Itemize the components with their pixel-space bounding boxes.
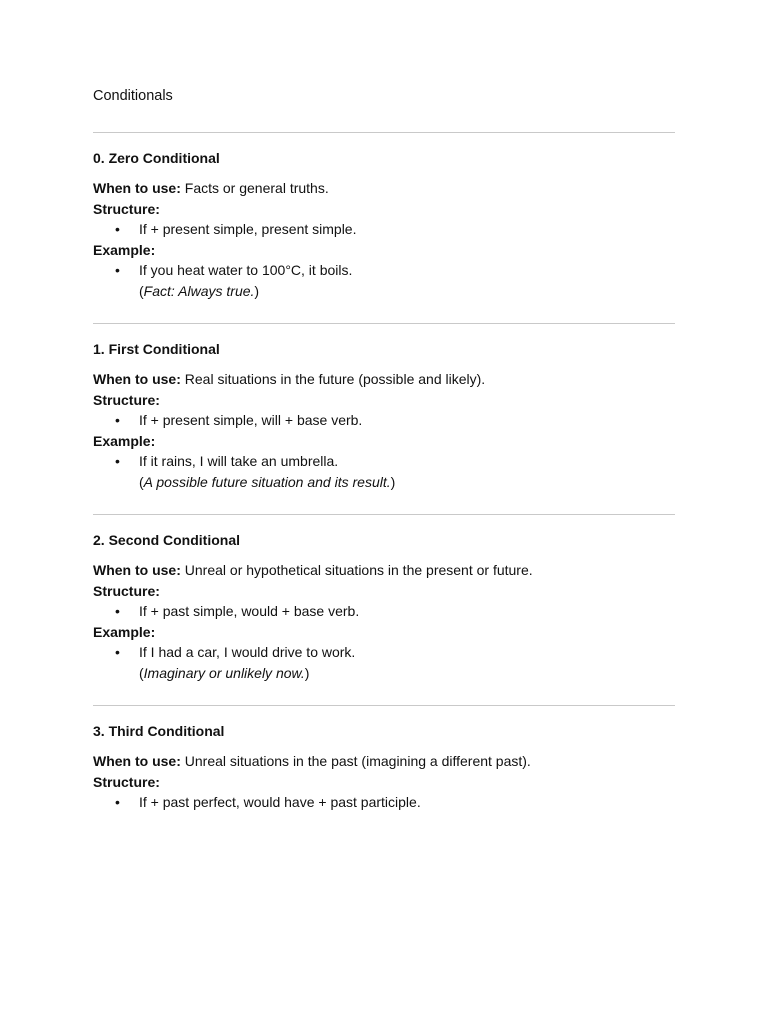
example-label: Example: [93, 623, 156, 640]
example-text: If you heat water to 100°C, it boils. [139, 262, 353, 278]
note-open-paren: ( [139, 473, 144, 490]
section-second-conditional [93, 515, 675, 705]
structure-label: Structure: [93, 200, 160, 217]
note-close-paren: ) [390, 473, 396, 490]
example-text: If I had a car, I would drive to work. [139, 644, 356, 660]
example-item [93, 451, 675, 492]
when-to-use-line [93, 560, 675, 581]
note-close-paren: ) [304, 664, 310, 681]
section-heading: 3. Third Conditional [93, 723, 225, 739]
structure-item [93, 601, 675, 622]
document-page [93, 86, 675, 835]
structure-label: Structure: [93, 773, 160, 790]
note-close-paren: ) [254, 282, 260, 299]
bullet-icon: • [115, 794, 120, 810]
structure-label: Structure: [93, 582, 160, 599]
when-to-use-label: When to use: [93, 371, 181, 387]
example-list [93, 260, 675, 301]
structure-item [93, 219, 675, 240]
structure-list [93, 601, 675, 622]
structure-list [93, 219, 675, 240]
bullet-icon: • [115, 644, 120, 660]
section-third-conditional [93, 706, 675, 835]
note-open-paren: ( [139, 664, 144, 681]
when-to-use-text: Facts or general truths. [184, 180, 329, 196]
when-to-use-label: When to use: [93, 180, 181, 196]
when-to-use-line [93, 178, 675, 199]
when-to-use-text: Unreal or hypothetical situations in the present or future. [184, 562, 533, 578]
when-to-use-text: Unreal situations in the past (imagining a different past). [184, 753, 531, 769]
structure-item [93, 792, 675, 813]
structure-text: If + present simple, will + base verb. [139, 412, 363, 428]
section-heading: 0. Zero Conditional [93, 150, 220, 166]
when-to-use-text: Real situations in the future (possible and likely). [184, 371, 486, 387]
example-list [93, 642, 675, 683]
example-text: If it rains, I will take an umbrella. [139, 453, 339, 469]
section-zero-conditional [93, 133, 675, 323]
example-note: A possible future situation and its result. [143, 473, 391, 490]
structure-text: If + past perfect, would have + past participle. [139, 794, 421, 810]
structure-text: If + present simple, present simple. [139, 221, 357, 237]
section-heading: 1. First Conditional [93, 341, 220, 357]
when-to-use-line [93, 751, 675, 772]
example-label: Example: [93, 241, 156, 258]
note-open-paren: ( [139, 282, 144, 299]
bullet-icon: • [115, 453, 120, 469]
example-list [93, 451, 675, 492]
bullet-icon: • [115, 603, 120, 619]
bullet-icon: • [115, 262, 120, 278]
structure-item [93, 410, 675, 431]
structure-label: Structure: [93, 391, 160, 408]
document-title: Conditionals [93, 88, 173, 104]
example-label: Example: [93, 432, 156, 449]
section-heading: 2. Second Conditional [93, 532, 241, 548]
example-item [93, 260, 675, 301]
section-first-conditional [93, 324, 675, 514]
when-to-use-line [93, 369, 675, 390]
bullet-icon: • [115, 412, 120, 428]
bullet-icon: • [115, 221, 120, 237]
when-to-use-label: When to use: [93, 753, 181, 769]
when-to-use-label: When to use: [93, 562, 181, 578]
structure-text: If + past simple, would + base verb. [139, 603, 360, 619]
example-item [93, 642, 675, 683]
example-note: Imaginary or unlikely now. [143, 664, 305, 681]
structure-list [93, 792, 675, 813]
example-note: Fact: Always true. [143, 282, 255, 299]
structure-list [93, 410, 675, 431]
